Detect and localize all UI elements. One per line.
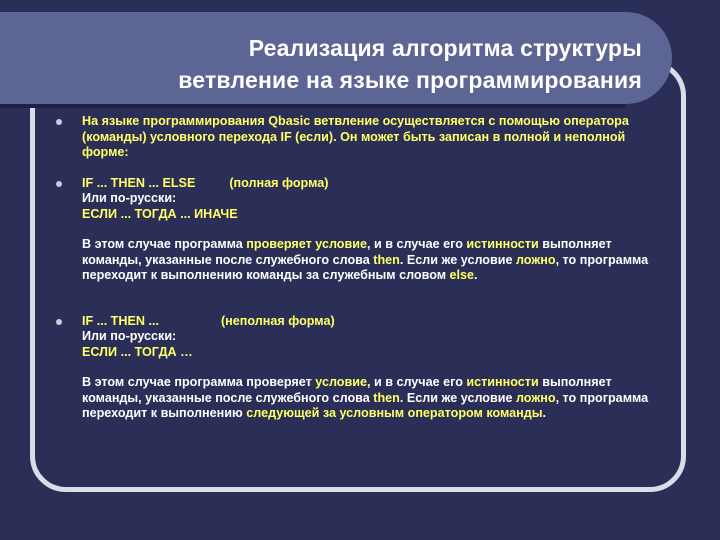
full-ru-label: Или по-русски: <box>82 191 177 205</box>
intro-text: На языке программирования Qbasic ветвление осуществляется с помощью оператора (команды) условного перехода IF (если). Он может быть записан в полной и неполной форме: <box>82 114 629 159</box>
partial-description: В этом случае программа проверяет условие, и в случае его истинности выполняет команды, указанные после служебного слова then. Если же условие ложно, то программа переходит к выполнению следующей за условным оператором команды. <box>82 375 649 420</box>
bullet-full-form <box>52 176 672 284</box>
slide-title <box>60 32 642 96</box>
bullet-intro <box>52 114 672 161</box>
partial-ru-syntax: ЕСЛИ ... ТОГДА … <box>82 344 193 359</box>
full-form-label: (полная форма) <box>229 175 329 190</box>
title-line-2: ветвление на языке программирования <box>178 67 642 93</box>
bullet-dot <box>56 319 62 325</box>
full-ru-syntax: ЕСЛИ ... ТОГДА ... ИНАЧЕ <box>82 206 238 221</box>
slide-content <box>52 114 672 422</box>
full-syntax: IF ... THEN ... ELSE <box>82 175 196 190</box>
partial-form-label: (неполная форма) <box>220 313 335 328</box>
partial-ru-label: Или по-русски: <box>82 329 177 343</box>
bullet-partial-form <box>52 314 672 422</box>
title-bar <box>0 12 672 104</box>
bullet-dot <box>56 181 62 187</box>
title-line-1: Реализация алгоритма структуры <box>248 35 642 61</box>
partial-syntax: IF ... THEN ... <box>82 313 159 328</box>
full-description: В этом случае программа проверяет условие, и в случае его истинности выполняет команды, указанные после служебного слова then. Если же условие ложно, то программа переходит к выполнению команды за служебным словом else. <box>82 237 649 282</box>
bullet-dot <box>56 119 62 125</box>
